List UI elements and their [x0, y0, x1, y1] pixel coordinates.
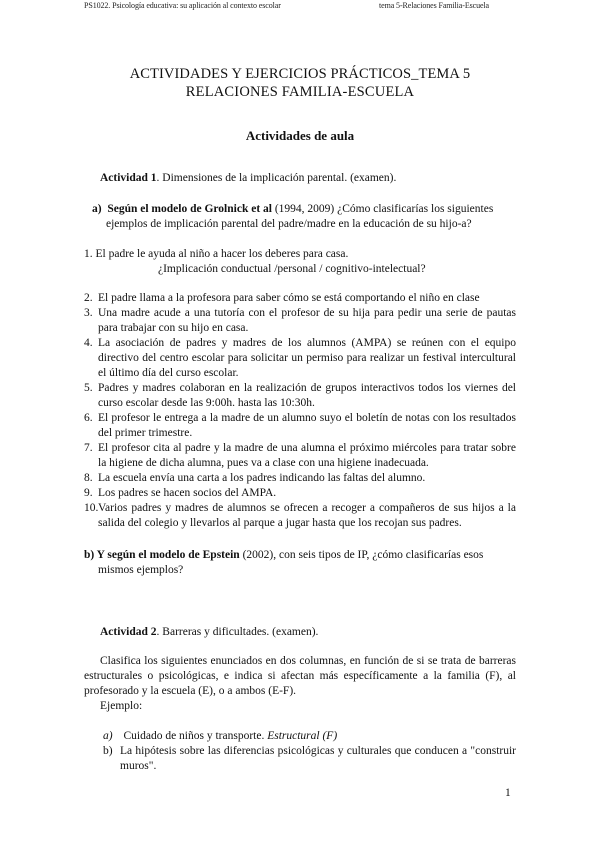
- example-item-b: [103, 744, 516, 774]
- question-a-bold: Según el modelo de Grolnick et al: [107, 203, 272, 215]
- item-marker: a): [103, 730, 113, 742]
- activity-2-text: . Barreras y dificultades. (examen).: [156, 626, 319, 638]
- activity-2-label: Actividad 2: [100, 626, 157, 638]
- running-header-left: PS1022. Psicología educativa: su aplicación al contexto escolar: [84, 1, 281, 10]
- list-item: 10. Varios padres y madres de alumnos se ofrecen a recoger a compañeros de sus hijos a la salida del colegio y llevarlos al parque a jugar hasta que los recojan sus padres.: [84, 502, 516, 529]
- document-subtitle: RELACIONES FAMILIA-ESCUELA: [185, 84, 415, 100]
- running-header-right: tema 5-Relaciones Familia-Escuela: [379, 1, 489, 10]
- section-heading: Actividades de aula: [245, 128, 355, 143]
- activity-1-heading: [100, 171, 396, 186]
- question-a-text: (1994, 2009) ¿Cómo clasificarías los siguientes: [271, 203, 494, 215]
- question-a: [92, 202, 493, 217]
- example-label: Ejemplo:: [100, 700, 143, 712]
- list-item: 8. La escuela envía una carta a los padres indicando las faltas del alumno.: [84, 472, 426, 484]
- item-marker: b): [103, 745, 113, 757]
- examples-list: [84, 291, 516, 531]
- list-item: 3. Una madre acude a una tutoría con el profesor de su hija para pedir una serie de pautas para trabajar con su hijo en casa.: [84, 307, 516, 334]
- activity-2-heading: [100, 625, 318, 640]
- list-item: 9. Los padres se hacen socios del AMPA.: [84, 487, 277, 499]
- list-item: 6. El profesor le entrega a la madre de un alumno suyo el boletín de notas con los resultados del primer trimestre.: [84, 412, 516, 439]
- list-item: 7. El profesor cita al padre y la madre de una alumna el próximo miércoles para tratar sobre la higiene de dicha alumna, pues va a clase con una higiene inadecuada.: [84, 442, 516, 469]
- item-text: El padre le ayuda al niño a hacer los deberes para casa.: [95, 248, 349, 260]
- question-b-text: (2002), con seis tipos de IP, ¿cómo clasificarías esos: [239, 549, 484, 561]
- item-1-options: ¿Implicación conductual /personal / cognitivo-intelectual?: [158, 263, 426, 275]
- list-item: 4. La asociación de padres y madres de los alumnos (AMPA) se reúnen con el equipo directivo del centro escolar para solicitar un permiso para realizar un festival intercultural el último día del curso escolar.: [84, 337, 516, 379]
- document-title: ACTIVIDADES Y EJERCICIOS PRÁCTICOS_TEMA 5: [129, 66, 471, 82]
- question-a-line2: ejemplos de implicación parental del padre/madre en la educación de su hijo-a?: [106, 218, 472, 230]
- item-text: La hipótesis sobre las diferencias psicológicas y culturales que conducen a "construir muros".: [120, 745, 516, 772]
- question-a-marker: a): [92, 203, 102, 215]
- list-item: 5. Padres y madres colaboran en la realización de grupos interactivos todos los viernes del curso escolar desde las 9:00h. hasta las 10:30h.: [84, 382, 516, 409]
- item-answer: Estructural (F): [267, 730, 338, 742]
- activity-2-paragraph: Clasifica los siguientes enunciados en dos columnas, en función de si se trata de barreras estructurales o psicológicas, e indica si afectan más específicamente a la familia (F), al profesorado y la escuela (E), o a ambos (E-F).: [84, 655, 516, 697]
- list-item: 2. El padre llama a la profesora para saber cómo se está comportando el niño en clase: [84, 292, 480, 304]
- item-number: 1.: [84, 248, 93, 260]
- list-item: [84, 247, 348, 262]
- page-number: 1: [505, 787, 511, 799]
- question-b: [84, 548, 483, 563]
- activity-1-label: Actividad 1: [100, 172, 157, 184]
- item-text: Cuidado de niños y transporte.: [123, 730, 265, 742]
- question-b-line2: mismos ejemplos?: [98, 564, 184, 576]
- example-item-a: [103, 729, 337, 744]
- question-b-bold: b) Y según el modelo de Epstein: [84, 549, 240, 561]
- activity-1-text: . Dimensiones de la implicación parental. (examen).: [156, 172, 397, 184]
